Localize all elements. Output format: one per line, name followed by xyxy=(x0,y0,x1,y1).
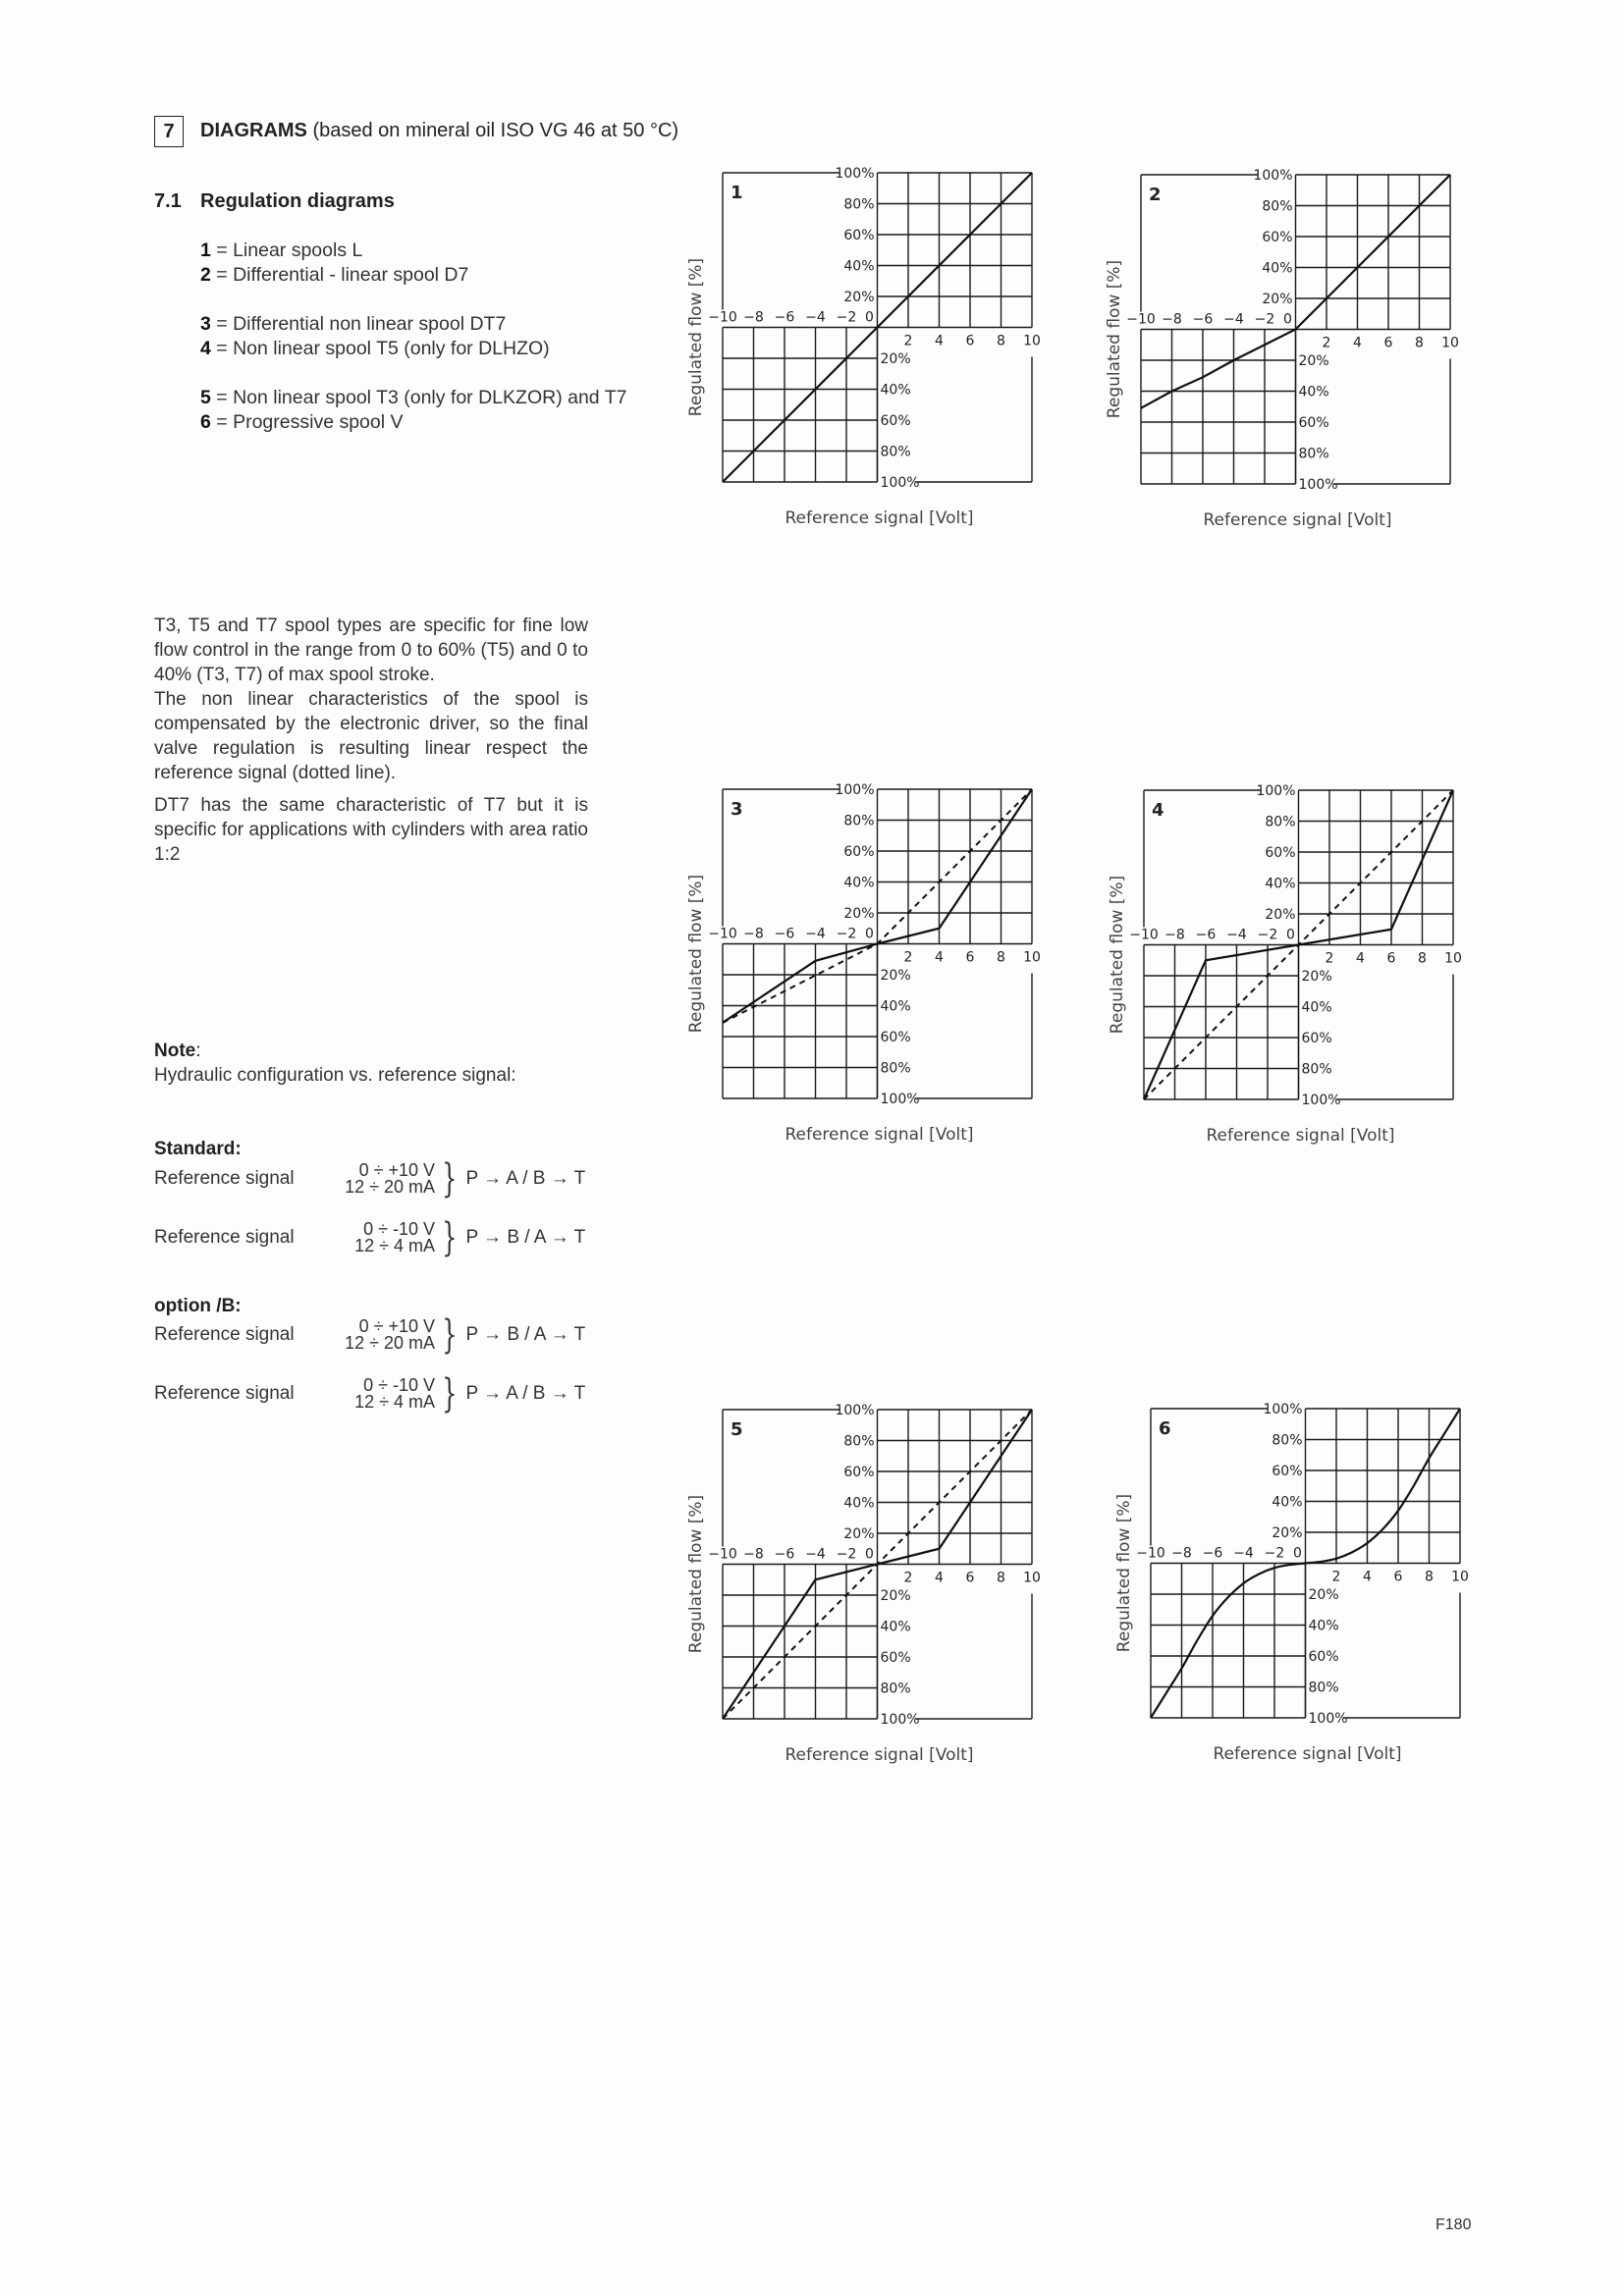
y-tick-label: 40% xyxy=(1301,999,1332,1016)
x-tick-label: 0 xyxy=(1293,1545,1302,1562)
x-tick-label: −6 xyxy=(774,926,795,942)
y-axis-title: Regulated flow [%] xyxy=(686,257,706,417)
y-tick-label: 100% xyxy=(1308,1711,1348,1727)
x-tick-label: 4 xyxy=(1363,1569,1372,1585)
legend-num: 4 xyxy=(200,338,211,359)
standard-title: Standard: xyxy=(154,1139,242,1159)
y-tick-label: 60% xyxy=(1308,1649,1339,1665)
legend-num: 1 xyxy=(200,240,211,261)
y-tick-label: 80% xyxy=(843,196,875,213)
regulation-diagram-6 xyxy=(1084,1393,1516,1810)
x-tick-label: 10 xyxy=(1023,1570,1041,1586)
y-tick-label: 40% xyxy=(843,258,875,275)
y-tick-label: 80% xyxy=(843,1433,875,1450)
y-tick-label: 60% xyxy=(843,1465,875,1480)
y-tick-label: 80% xyxy=(843,813,875,829)
y-axis-title: Regulated flow [%] xyxy=(1108,875,1127,1035)
ref-range-voltage: 0 ÷ +10 V xyxy=(358,1160,435,1180)
y-tick-label: 20% xyxy=(880,968,911,984)
x-tick-label: −10 xyxy=(708,309,737,326)
y-tick-label: 80% xyxy=(1265,814,1296,830)
x-tick-label: 6 xyxy=(1393,1569,1403,1585)
section-title-bold: DIAGRAMS xyxy=(200,120,307,141)
legend-num: 6 xyxy=(200,411,211,433)
legend-item xyxy=(200,263,626,288)
section-title xyxy=(200,120,678,142)
x-tick-label: −8 xyxy=(743,309,764,326)
y-tick-label: 100% xyxy=(1256,783,1296,799)
regulation-diagram-1 xyxy=(656,157,1088,574)
flow-path: P → A / B → T xyxy=(465,1168,586,1189)
x-axis-title: Reference signal [Volt] xyxy=(785,1125,974,1145)
x-tick-label: 4 xyxy=(935,1570,944,1586)
y-tick-label: 80% xyxy=(880,1060,911,1077)
x-tick-label: −2 xyxy=(836,309,857,326)
x-tick-label: 10 xyxy=(1444,950,1462,967)
x-tick-label: 0 xyxy=(865,1546,874,1563)
flow-path: P → B / A → T xyxy=(465,1324,586,1345)
section-title-rest: (based on mineral oil ISO VG 46 at 50 °C) xyxy=(306,120,679,141)
y-tick-label: 100% xyxy=(1301,1093,1341,1108)
y-tick-label: 40% xyxy=(880,998,911,1015)
x-tick-label: 2 xyxy=(903,1570,913,1586)
x-tick-label: −8 xyxy=(743,926,764,942)
x-tick-label: 2 xyxy=(903,949,913,966)
brace-icon: } xyxy=(442,1156,458,1201)
paragraph-spool-types xyxy=(154,614,588,785)
y-tick-label: 60% xyxy=(843,844,875,860)
x-tick-label: −6 xyxy=(1192,311,1214,328)
y-tick-label: 80% xyxy=(1298,446,1329,462)
x-tick-label: 2 xyxy=(1325,950,1334,967)
x-tick-label: 6 xyxy=(965,333,975,349)
chart-number: 4 xyxy=(1152,800,1164,821)
x-tick-label: 6 xyxy=(1383,335,1393,351)
y-axis-title: Regulated flow [%] xyxy=(1105,259,1124,419)
y-tick-label: 60% xyxy=(843,228,875,243)
y-tick-label: 80% xyxy=(1262,198,1293,215)
ref-range-current: 12 ÷ 4 mA xyxy=(354,1236,435,1255)
x-tick-label: 0 xyxy=(865,309,874,326)
y-tick-label: 20% xyxy=(880,351,911,367)
x-tick-label: −8 xyxy=(743,1546,764,1563)
x-axis-title: Reference signal [Volt] xyxy=(1213,1744,1402,1764)
x-tick-label: −6 xyxy=(1202,1545,1223,1562)
brace-icon: } xyxy=(442,1371,458,1416)
legend-num: 2 xyxy=(200,264,211,286)
x-tick-label: 6 xyxy=(965,949,975,966)
x-tick-label: 6 xyxy=(965,1570,975,1586)
x-tick-label: −2 xyxy=(1254,311,1275,328)
spool-legend xyxy=(200,239,626,435)
y-tick-label: 40% xyxy=(880,382,911,399)
option-b-row-1 xyxy=(154,1312,585,1358)
x-tick-label: 8 xyxy=(1418,950,1427,967)
x-tick-label: 10 xyxy=(1441,335,1459,351)
y-tick-label: 20% xyxy=(843,906,875,922)
legend-text: = Progressive spool V xyxy=(210,411,404,433)
paragraph-dt7: DT7 has the same characteristic of T7 but it is specific for applications with cylinders with area ratio 1:2 xyxy=(154,795,588,865)
flow-path: P → B / A → T xyxy=(465,1227,586,1248)
y-tick-label: 20% xyxy=(1308,1587,1339,1603)
x-tick-label: 4 xyxy=(935,949,944,966)
ref-label: Reference signal xyxy=(154,1383,295,1404)
legend-text: = Non linear spool T3 (only for DLKZOR) and T7 xyxy=(210,387,627,408)
y-tick-label: 60% xyxy=(880,413,911,429)
x-tick-label: 8 xyxy=(997,1570,1005,1586)
x-tick-label: 10 xyxy=(1023,333,1041,349)
y-tick-label: 100% xyxy=(880,1092,920,1107)
ref-range-current: 12 ÷ 20 mA xyxy=(345,1177,435,1197)
y-tick-label: 20% xyxy=(1262,292,1293,307)
x-tick-label: −2 xyxy=(836,926,857,942)
y-tick-label: 100% xyxy=(880,1712,920,1728)
option-b-title: option /B: xyxy=(154,1296,242,1316)
x-tick-label: −4 xyxy=(1223,311,1244,328)
x-axis-title: Reference signal [Volt] xyxy=(1206,1126,1395,1146)
x-tick-label: −6 xyxy=(774,309,795,326)
legend-text: = Non linear spool T5 (only for DLHZO) xyxy=(210,338,550,359)
x-tick-label: 6 xyxy=(1386,950,1396,967)
y-tick-label: 80% xyxy=(880,1681,911,1697)
y-axis-title: Regulated flow [%] xyxy=(686,874,706,1034)
y-tick-label: 60% xyxy=(880,1650,911,1666)
x-tick-label: −10 xyxy=(1129,927,1159,943)
x-tick-label: 8 xyxy=(997,333,1005,349)
y-tick-label: 100% xyxy=(835,166,875,182)
subsection-title: Regulation diagrams xyxy=(200,190,395,212)
standard-row-1 xyxy=(154,1156,585,1201)
regulation-diagram-5 xyxy=(656,1394,1088,1811)
y-tick-label: 20% xyxy=(843,290,875,305)
x-tick-label: −6 xyxy=(1195,927,1217,943)
x-tick-label: −2 xyxy=(1257,927,1278,943)
chart-number: 5 xyxy=(731,1419,743,1440)
legend-item xyxy=(200,312,626,337)
regulation-diagram-2 xyxy=(1074,159,1506,576)
ref-range xyxy=(329,1221,435,1255)
y-tick-label: 60% xyxy=(880,1030,911,1045)
chart-svg xyxy=(656,1394,1088,1806)
chart-svg xyxy=(1074,159,1506,571)
ref-range xyxy=(329,1162,435,1196)
y-tick-label: 80% xyxy=(880,444,911,460)
x-tick-label: 0 xyxy=(865,926,874,942)
x-tick-label: 8 xyxy=(997,949,1005,966)
y-tick-label: 60% xyxy=(1298,415,1329,431)
y-tick-label: 20% xyxy=(1265,907,1296,923)
x-tick-label: 10 xyxy=(1451,1569,1469,1585)
y-tick-label: 40% xyxy=(843,875,875,891)
legend-item xyxy=(200,410,626,435)
x-tick-label: −8 xyxy=(1164,927,1185,943)
chart-number: 3 xyxy=(731,799,743,820)
ref-range-voltage: 0 ÷ +10 V xyxy=(358,1316,435,1336)
x-tick-label: 2 xyxy=(1322,335,1331,351)
ref-range xyxy=(329,1318,435,1352)
ref-range-current: 12 ÷ 4 mA xyxy=(354,1392,435,1412)
standard-row-2 xyxy=(154,1215,585,1260)
chart-number: 1 xyxy=(731,183,743,203)
x-tick-label: −8 xyxy=(1162,311,1182,328)
x-tick-label: 8 xyxy=(1425,1569,1434,1585)
x-tick-label: −6 xyxy=(774,1546,795,1563)
regulation-diagram-4 xyxy=(1077,774,1509,1192)
x-tick-label: −4 xyxy=(805,309,826,326)
y-tick-label: 60% xyxy=(1301,1031,1332,1046)
subsection-number: 7.1 xyxy=(154,190,182,212)
x-tick-label: 0 xyxy=(1286,927,1295,943)
paragraph-text: The non linear characteristics of the spool is compensated by the electronic driver, so the final valve regulation is resulting linear respect the reference signal (dotted line). xyxy=(154,689,588,783)
x-tick-label: 0 xyxy=(1283,311,1292,328)
legend-item xyxy=(200,239,626,263)
option-b-row-2 xyxy=(154,1371,585,1416)
y-tick-label: 60% xyxy=(1265,845,1296,861)
chart-svg xyxy=(656,774,1088,1186)
legend-item xyxy=(200,386,626,410)
y-tick-label: 100% xyxy=(1263,1402,1303,1417)
x-axis-title: Reference signal [Volt] xyxy=(1203,510,1392,530)
x-tick-label: −2 xyxy=(836,1546,857,1563)
y-tick-label: 80% xyxy=(1308,1680,1339,1696)
x-tick-label: 8 xyxy=(1415,335,1424,351)
x-axis-title: Reference signal [Volt] xyxy=(785,508,974,528)
y-tick-label: 20% xyxy=(1272,1525,1303,1541)
x-tick-label: −8 xyxy=(1171,1545,1192,1562)
x-tick-label: −4 xyxy=(805,926,826,942)
section-number-box: 7 xyxy=(154,116,184,147)
y-tick-label: 100% xyxy=(1253,168,1293,184)
legend-item xyxy=(200,337,626,361)
x-tick-label: 4 xyxy=(935,333,944,349)
brace-icon: } xyxy=(442,1312,458,1358)
y-tick-label: 20% xyxy=(843,1526,875,1542)
x-tick-label: 2 xyxy=(1331,1569,1341,1585)
x-tick-label: −10 xyxy=(708,926,737,942)
chart-svg xyxy=(1077,774,1509,1187)
legend-text: = Differential - linear spool D7 xyxy=(210,264,469,286)
ref-range-voltage: 0 ÷ -10 V xyxy=(363,1375,435,1395)
y-axis-title: Regulated flow [%] xyxy=(1114,1493,1134,1653)
x-tick-label: 4 xyxy=(1356,950,1365,967)
ref-label: Reference signal xyxy=(154,1227,295,1248)
chart-svg xyxy=(656,157,1088,569)
y-tick-label: 100% xyxy=(835,782,875,798)
y-tick-label: 40% xyxy=(1262,260,1293,277)
y-tick-label: 100% xyxy=(835,1403,875,1418)
note-title-text: Note xyxy=(154,1041,196,1061)
y-axis-title: Regulated flow [%] xyxy=(686,1494,706,1654)
flow-path: P → A / B → T xyxy=(465,1383,586,1404)
ref-label: Reference signal xyxy=(154,1324,295,1345)
legend-num: 3 xyxy=(200,313,211,335)
y-tick-label: 80% xyxy=(1301,1061,1332,1078)
regulation-diagram-3 xyxy=(656,774,1088,1191)
x-tick-label: −2 xyxy=(1264,1545,1285,1562)
ref-range-current: 12 ÷ 20 mA xyxy=(345,1333,435,1353)
y-tick-label: 60% xyxy=(1262,230,1293,245)
legend-text: = Linear spools L xyxy=(210,240,363,261)
note-text: Hydraulic configuration vs. reference signal: xyxy=(154,1065,516,1086)
y-tick-label: 40% xyxy=(843,1495,875,1512)
x-tick-label: −4 xyxy=(1233,1545,1254,1562)
y-tick-label: 80% xyxy=(1272,1432,1303,1449)
y-tick-label: 40% xyxy=(1308,1618,1339,1634)
ref-label: Reference signal xyxy=(154,1168,295,1189)
chart-svg xyxy=(1084,1393,1516,1805)
y-tick-label: 100% xyxy=(880,475,920,491)
x-tick-label: −4 xyxy=(1226,927,1247,943)
y-tick-label: 100% xyxy=(1298,477,1338,493)
y-tick-label: 60% xyxy=(1272,1464,1303,1479)
note-title xyxy=(154,1041,201,1062)
x-axis-title: Reference signal [Volt] xyxy=(785,1745,974,1765)
note-colon: : xyxy=(195,1041,201,1061)
brace-icon: } xyxy=(442,1215,458,1260)
x-tick-label: −10 xyxy=(708,1546,737,1563)
y-tick-label: 40% xyxy=(1298,384,1329,400)
ref-range xyxy=(329,1377,435,1411)
chart-number: 2 xyxy=(1149,185,1162,205)
x-tick-label: 4 xyxy=(1353,335,1362,351)
page-code: F180 xyxy=(1435,2216,1472,2233)
ref-range-voltage: 0 ÷ -10 V xyxy=(363,1219,435,1239)
y-tick-label: 20% xyxy=(1298,353,1329,369)
x-tick-label: −10 xyxy=(1136,1545,1165,1562)
y-tick-label: 40% xyxy=(1265,876,1296,892)
y-tick-label: 40% xyxy=(1272,1494,1303,1511)
y-tick-label: 40% xyxy=(880,1619,911,1635)
paragraph-text: T3, T5 and T7 spool types are specific for fine low flow control in the range from 0 to 60% (T5) and 0 to 40% (T3, T7) of max spool stroke. xyxy=(154,615,588,685)
y-tick-label: 20% xyxy=(1301,969,1332,985)
legend-num: 5 xyxy=(200,387,211,408)
legend-text: = Differential non linear spool DT7 xyxy=(210,313,507,335)
x-tick-label: −10 xyxy=(1126,311,1156,328)
x-tick-label: 2 xyxy=(903,333,913,349)
x-tick-label: 10 xyxy=(1023,949,1041,966)
chart-number: 6 xyxy=(1159,1418,1171,1439)
x-tick-label: −4 xyxy=(805,1546,826,1563)
y-tick-label: 20% xyxy=(880,1588,911,1604)
